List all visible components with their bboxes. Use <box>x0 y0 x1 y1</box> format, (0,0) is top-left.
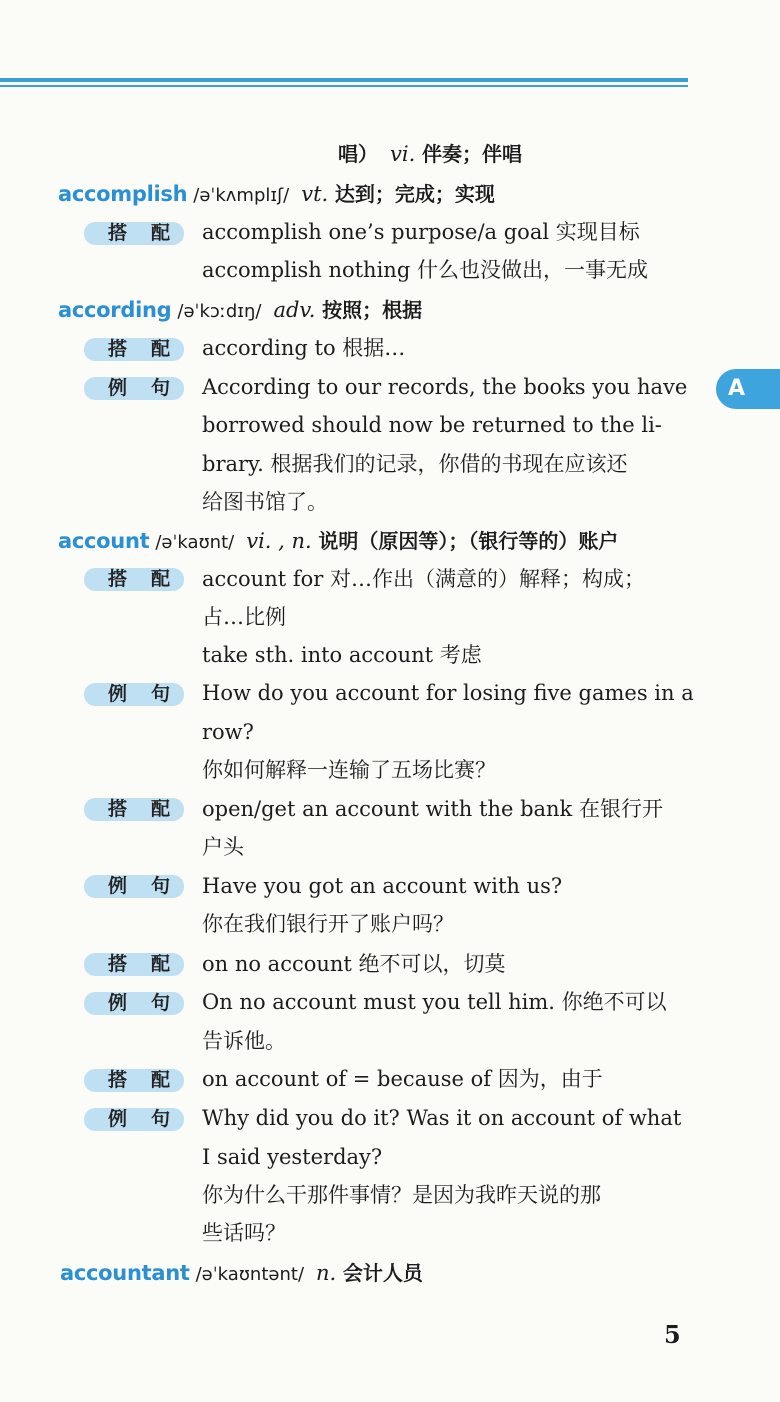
section-tab: A <box>716 369 780 409</box>
phonetic: /əˈkaʊnt/ <box>155 532 235 553</box>
example-text: Have you got an account with us? <box>202 874 563 898</box>
example-text: 告诉他。 <box>202 1029 286 1053</box>
part-of-speech: vt. <box>301 182 329 206</box>
collocation-label: 搭配 <box>84 1069 184 1092</box>
example-text: 你在我们银行开了账户吗？ <box>202 912 454 936</box>
example-text: 些话吗？ <box>202 1221 286 1245</box>
page-number: 5 <box>664 1320 681 1349</box>
example-text: According to our records, the books you have <box>202 375 688 399</box>
header-rule-thin <box>0 85 688 87</box>
continuation-line <box>338 140 522 168</box>
example-text: How do you account for losing five games in a <box>202 681 694 705</box>
example-text: On no account must you tell him. 你绝不可以 <box>202 990 667 1014</box>
collocation-text: accomplish one’s purpose/a goal 实现目标 <box>202 220 640 244</box>
collocation-text: 户头 <box>202 835 244 859</box>
example-text: 给图书馆了。 <box>202 490 328 514</box>
phonetic: /əˈkʌmplɪʃ/ <box>193 185 290 206</box>
example-text: I said yesterday? <box>202 1145 383 1169</box>
collocation-text: open/get an account with the bank 在银行开 <box>202 797 663 821</box>
phonetic: /əˈkaʊntənt/ <box>195 1264 305 1285</box>
phonetic: /əˈkɔːdɪŋ/ <box>177 301 262 322</box>
headword: according <box>58 298 172 322</box>
collocation-text: on no account 绝不可以，切莫 <box>202 952 506 976</box>
part-of-speech: adv. <box>273 298 316 322</box>
example-text: 你为什么干那件事情？是因为我昨天说的那 <box>202 1183 601 1207</box>
collocation-label: 搭配 <box>84 798 184 821</box>
collocation-label: 搭配 <box>84 222 184 245</box>
collocation-label: 搭配 <box>84 953 184 976</box>
header-rule <box>0 78 688 82</box>
collocation-text: according to 根据… <box>202 336 406 360</box>
entry-accountant <box>60 1259 423 1289</box>
collocation-text: accomplish nothing 什么也没做出，一事无成 <box>202 258 648 282</box>
headword: accomplish <box>58 182 188 206</box>
example-text: 你如何解释一连输了五场比赛？ <box>202 758 496 782</box>
example-label: 例句 <box>84 377 184 400</box>
example-label: 例句 <box>84 683 184 706</box>
collocation-text: take sth. into account 考虑 <box>202 643 482 667</box>
part-of-speech: vi. <box>390 142 416 166</box>
headword: accountant <box>60 1261 190 1285</box>
part-of-speech: vi. , n. <box>246 529 312 553</box>
entry-account <box>58 527 618 557</box>
definition: 按照；根据 <box>322 298 423 322</box>
part-of-speech: n. <box>316 1261 337 1285</box>
example-label: 例句 <box>84 875 184 898</box>
entry-accomplish <box>58 180 495 210</box>
headword: account <box>58 529 150 553</box>
definition: 伴奏；伴唱 <box>421 142 522 166</box>
collocation-label: 搭配 <box>84 338 184 361</box>
definition: 达到；完成；实现 <box>334 182 495 206</box>
collocation-text: on account of = because of 因为，由于 <box>202 1067 603 1091</box>
definition: 说明（原因等）；（银行等的）账户 <box>318 529 619 553</box>
example-text: brary. 根据我们的记录，你借的书现在应该还 <box>202 452 628 476</box>
example-text: borrowed should now be returned to the li- <box>202 413 662 437</box>
definition: 会计人员 <box>342 1261 423 1285</box>
example-text: Why did you do it? Was it on account of what <box>202 1106 682 1130</box>
example-text: row? <box>202 720 254 744</box>
collocation-text: account for 对…作出（满意的）解释；构成； <box>202 567 645 591</box>
example-label: 例句 <box>84 992 184 1015</box>
collocation-label: 搭配 <box>84 568 184 591</box>
example-label: 例句 <box>84 1108 184 1131</box>
continuation-text: 唱） <box>338 142 378 166</box>
collocation-text: 占…比例 <box>202 605 286 629</box>
entry-according <box>58 296 422 326</box>
